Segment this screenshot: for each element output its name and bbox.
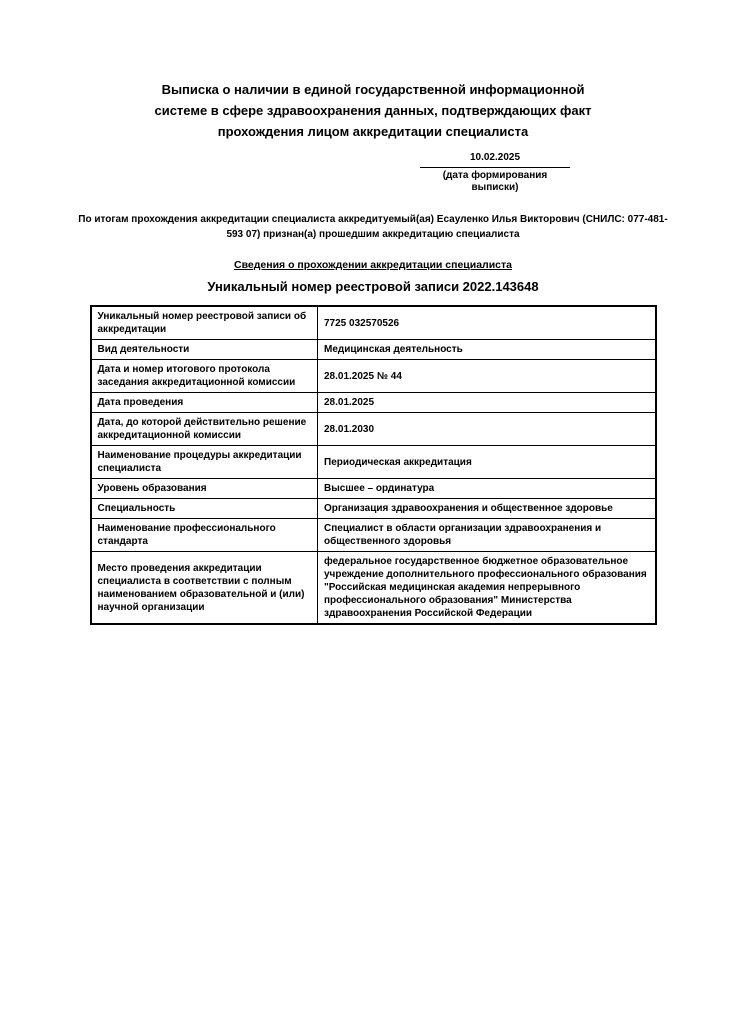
table-row (91, 519, 656, 552)
accreditation-statement (0, 212, 746, 242)
row-value: Медицинская деятельность (318, 340, 656, 360)
row-value: 28.01.2025 (318, 393, 656, 413)
row-label: Наименование процедуры аккредитации специалиста (91, 446, 318, 479)
row-value: Организация здравоохранения и общественное здоровье (318, 499, 656, 519)
table-row (91, 306, 656, 340)
row-label: Специальность (91, 499, 318, 519)
row-label: Дата, до которой действительно решение аккредитационной комиссии (91, 413, 318, 446)
document-title-line: Выписка о наличии в единой государственной информационной (161, 82, 585, 97)
row-label: Вид деятельности (91, 340, 318, 360)
table-row (91, 393, 656, 413)
table-row (91, 479, 656, 499)
issue-date-block (420, 152, 570, 194)
table-row (91, 413, 656, 446)
document-title-line: прохождения лицом аккредитации специалиста (217, 124, 529, 139)
accreditation-statement-line: 593 07) признан(а) прошедшим аккредитацию специалиста (226, 229, 520, 240)
row-value: Высшее – ординатура (318, 479, 656, 499)
document-title-line: системе в сфере здравоохранения данных, подтверждающих факт (154, 103, 592, 118)
section-heading: Сведения о прохождении аккредитации специалиста (234, 259, 512, 271)
issue-date-label: (дата формирования выписки) (442, 170, 548, 193)
table-row (91, 552, 656, 625)
row-label: Наименование профессионального стандарта (91, 519, 318, 552)
table-row (91, 499, 656, 519)
table-row (91, 340, 656, 360)
row-value: 28.01.2025 № 44 (318, 360, 656, 393)
accreditation-table (90, 305, 657, 625)
row-label: Уникальный номер реестровой записи об аккредитации (91, 306, 318, 340)
document-title (0, 0, 746, 142)
issue-date: 10.02.2025 (420, 152, 570, 168)
row-value: 7725 032570526 (318, 306, 656, 340)
row-label: Уровень образования (91, 479, 318, 499)
row-value: Периодическая аккредитация (318, 446, 656, 479)
table-row (91, 446, 656, 479)
table-row (91, 360, 656, 393)
row-value: федеральное государственное бюджетное образовательное учреждение дополнительного профессионального образования "Российская медицинская академия непрерывного профессионального образования" Министерства здравоохранения Российской Федерации (318, 552, 656, 625)
row-value: 28.01.2030 (318, 413, 656, 446)
row-label: Дата проведения (91, 393, 318, 413)
row-label: Место проведения аккредитации специалиста в соответствии с полным наименованием образовательной и (или) научной организации (91, 552, 318, 625)
row-value: Специалист в области организации здравоохранения и общественного здоровья (318, 519, 656, 552)
accreditation-statement-line: По итогам прохождения аккредитации специалиста аккредитуемый(ая) Есауленко Илья Викторович (СНИЛС: 077-481- (78, 214, 668, 225)
row-label: Дата и номер итогового протокола заседания аккредитационной комиссии (91, 360, 318, 393)
registry-record-heading: Уникальный номер реестровой записи 2022.143648 (207, 279, 539, 294)
